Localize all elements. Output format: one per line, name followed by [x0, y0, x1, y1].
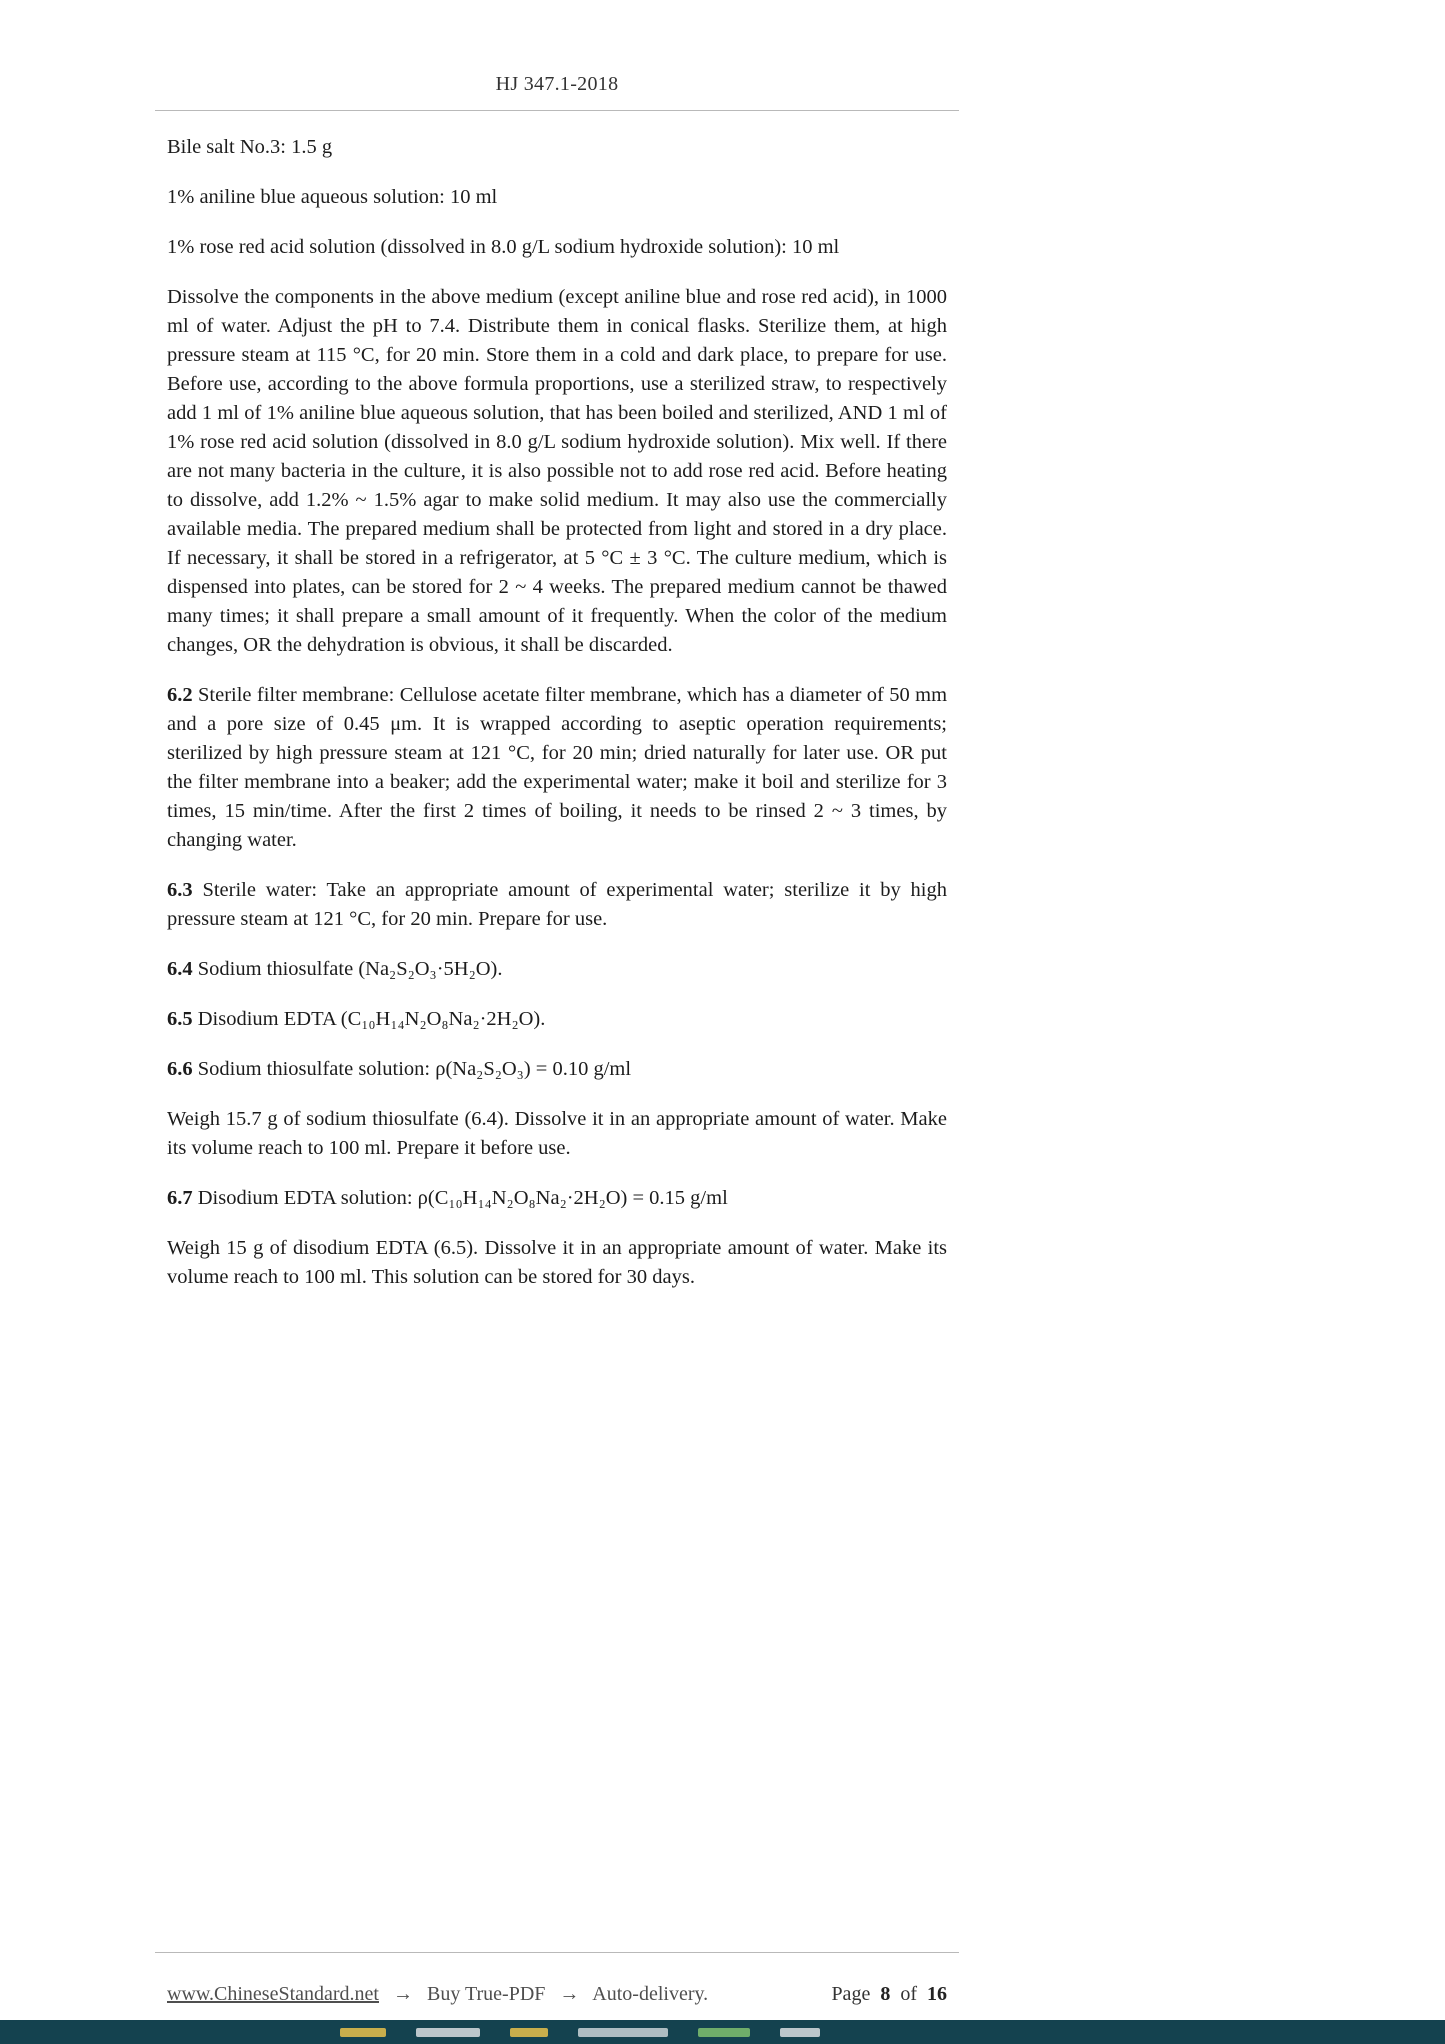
status-chip — [698, 2028, 750, 2037]
section-text: Sodium thiosulfate (Na₂S₂O₃·5H₂O). — [197, 958, 503, 980]
page-total: 16 — [927, 1983, 947, 2005]
paragraph-medium-preparation: Dissolve the components in the above medium (except aniline blue and rose red acid), in 1000 ml of water. Adjust the pH to 7.4. Distribute them in conical flasks. Sterilize them, at high pressure steam at 115 °C, for 20 min. Store them in a cold and dark place, to prepare for use. Before use, according to the above formula proportions, use a sterilized straw, to respectively add 1 ml of 1% aniline blue aqueous solution, that has been boiled and sterilized, AND 1 ml of 1% rose red acid solution (dissolved in 8.0 g/L sodium hydroxide solution). Mix well. If there are not many bacteria in the culture, it is also possible not to add rose red acid. Before heating to dissolve, add 1.2% ~ 1.5% agar to make solid medium. It may also use the commercially available media. The prepared medium shall be protected from light and stored in a dry place. If necessary, it shall be stored in a refrigerator, at 5 °C ± 3 °C. The culture medium, which is dispensed into plates, can be stored for 2 ~ 4 weeks. The prepared medium cannot be thawed many times; it shall prepare a small amount of it frequently. When the color of the medium changes, OR the dehydration is obvious, it shall be discarded. — [167, 286, 947, 656]
section-6-7 — [167, 1184, 947, 1213]
arrow-icon: → — [393, 1983, 413, 2005]
section-text: Disodium EDTA solution: ρ(C₁₀H₁₄N₂O₈Na₂·2H₂O) = 0.15 g/ml — [197, 1187, 728, 1209]
footer-buy-text: Buy True-PDF — [427, 1983, 546, 2005]
section-6-5 — [167, 1005, 947, 1034]
arrow-icon: → — [559, 1983, 580, 2005]
section-number: 6.2 — [167, 684, 193, 706]
status-chip — [340, 2028, 386, 2037]
paragraph-rose-red: 1% rose red acid solution (dissolved in 8.0 g/L sodium hydroxide solution): 10 ml — [167, 236, 840, 258]
of-label: of — [900, 1983, 917, 2005]
footer-info — [167, 1983, 708, 2006]
page-indicator — [826, 1983, 947, 2006]
section-6-2 — [167, 681, 947, 855]
section-text: Sodium thiosulfate solution: ρ(Na₂S₂O₃) = 0.10 g/ml — [197, 1058, 632, 1080]
section-number: 6.5 — [167, 1008, 193, 1030]
section-text: Sterile filter membrane: Cellulose acetate filter membrane, which has a diameter of 50 mm and a pore size of 0.45 μm. It is wrapped according to aseptic operation requirements; sterilized by high pressure steam at 121 °C, for 20 min; dried naturally for later use. OR put the filter membrane into a beaker; add the experimental water; make it boil and sterilize for 3 times, 15 min/time. After the first 2 times of boiling, it needs to be rinsed 2 ~ 3 times, by changing water. — [167, 684, 948, 851]
page-content — [167, 72, 947, 1313]
section-number: 6.4 — [167, 958, 193, 980]
page-header-title: HJ 347.1-2018 — [495, 73, 619, 95]
page-label: Page — [831, 1983, 871, 2005]
page-footer — [167, 1952, 947, 2006]
page-current: 8 — [880, 1983, 891, 2005]
footer-row — [167, 1983, 947, 2006]
section-number: 6.3 — [167, 879, 193, 901]
document-body — [167, 133, 947, 1292]
status-chip — [578, 2028, 668, 2037]
section-6-6 — [167, 1055, 947, 1084]
paragraph-weigh-edta: Weigh 15 g of disodium EDTA (6.5). Dissolve it in an appropriate amount of water. Make its volume reach to 100 ml. This solution can be stored for 30 days. — [167, 1237, 947, 1288]
footer-site-link[interactable]: www.ChineseStandard.net — [167, 1983, 379, 2005]
paragraph-aniline-blue: 1% aniline blue aqueous solution: 10 ml — [167, 186, 498, 208]
status-chip — [510, 2028, 548, 2037]
paragraph-bile-salt: Bile salt No.3: 1.5 g — [167, 136, 333, 158]
section-text: Sterile water: Take an appropriate amount of experimental water; sterilize it by high pressure steam at 121 °C, for 20 min. Prepare for use. — [167, 879, 947, 930]
bottom-status-bar — [0, 2020, 1445, 2044]
section-number: 6.6 — [167, 1058, 193, 1080]
section-6-3 — [167, 876, 947, 934]
status-chip — [780, 2028, 820, 2037]
footer-divider — [155, 1952, 959, 1953]
section-text: Disodium EDTA (C₁₀H₁₄N₂O₈Na₂·2H₂O). — [197, 1008, 546, 1030]
footer-delivery-text: Auto-delivery. — [592, 1983, 709, 2005]
paragraph-weigh-thiosulfate: Weigh 15.7 g of sodium thiosulfate (6.4). Dissolve it in an appropriate amount of water. Make its volume reach to 100 ml. Prepare it before use. — [167, 1108, 947, 1159]
status-chip — [416, 2028, 480, 2037]
header-divider — [155, 110, 959, 111]
section-6-4 — [167, 955, 947, 984]
section-number: 6.7 — [167, 1187, 193, 1209]
